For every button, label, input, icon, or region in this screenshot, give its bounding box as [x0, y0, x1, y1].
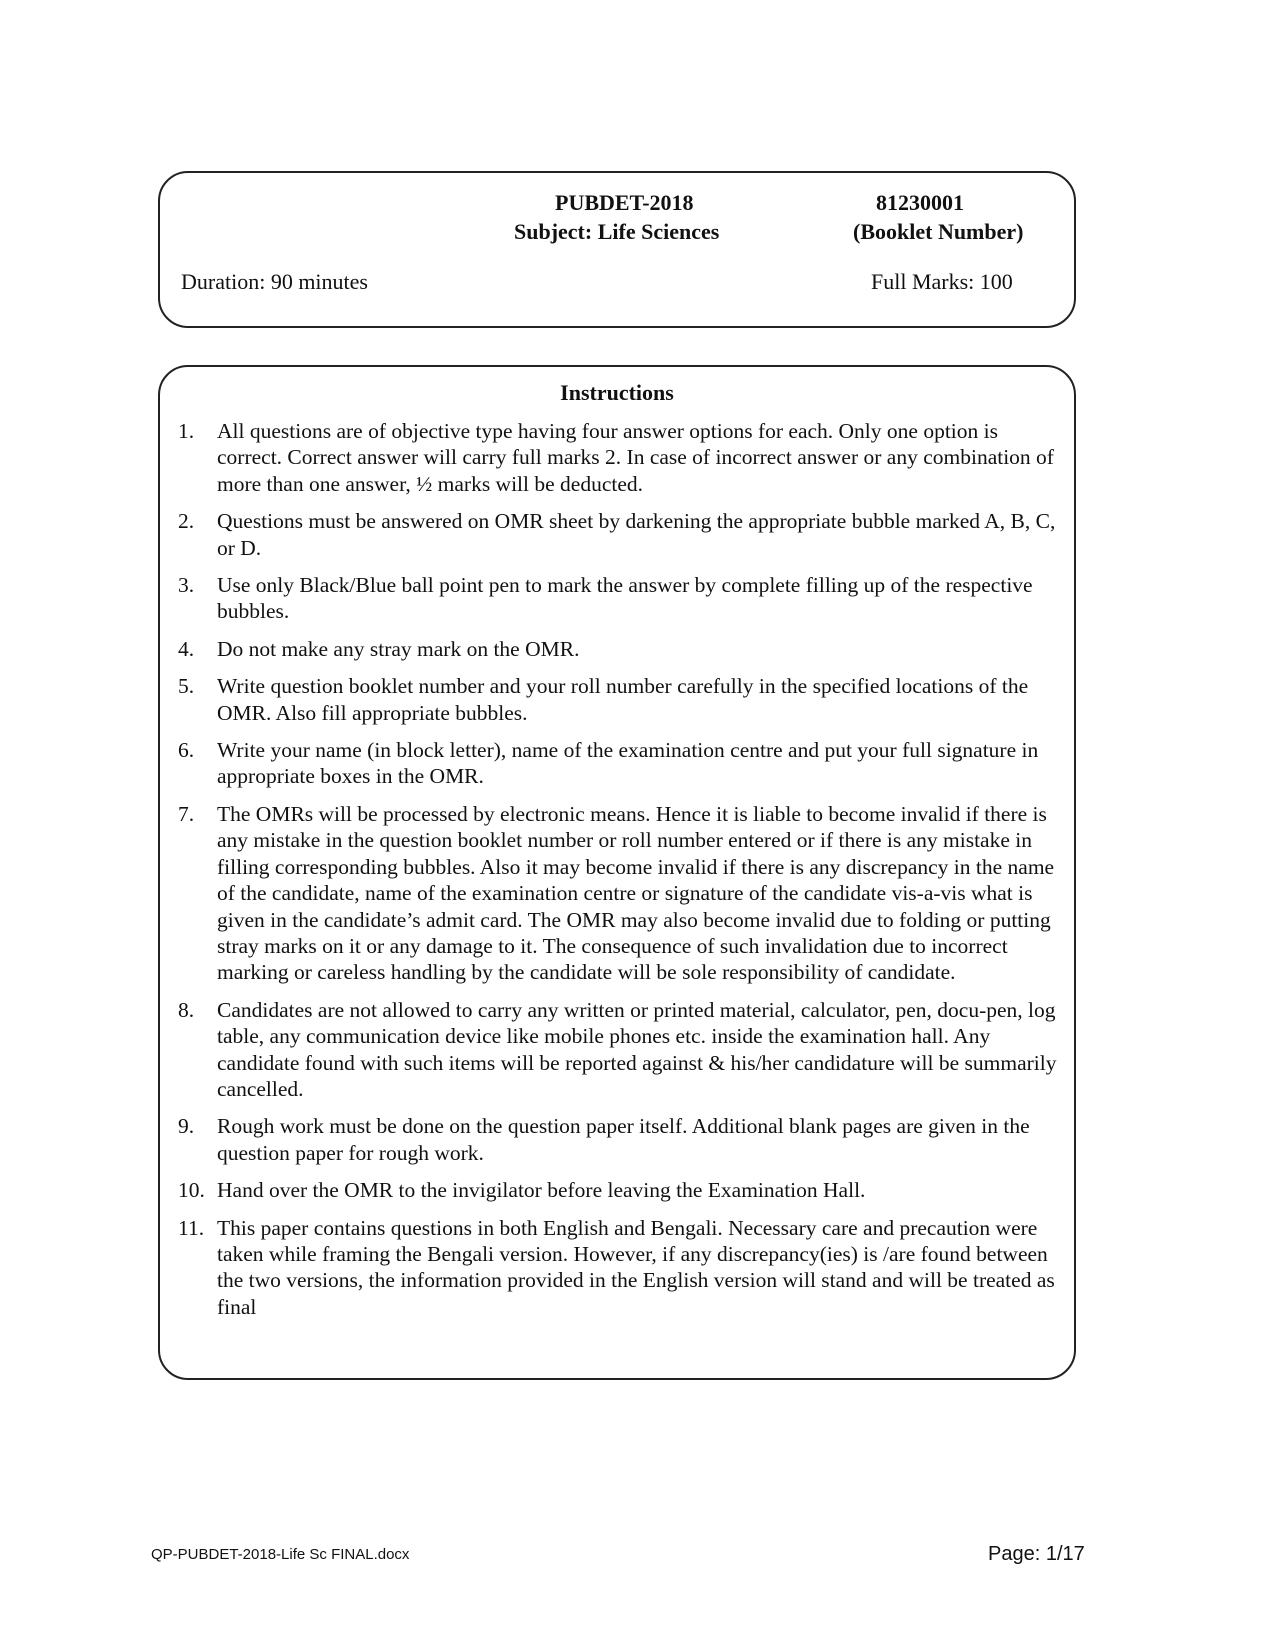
- instruction-number: 10.: [178, 1178, 205, 1203]
- full-marks: Full Marks: 100: [871, 269, 1013, 294]
- footer-page-number: Page: 1/17: [988, 1543, 1085, 1565]
- instruction-item: [178, 636, 1058, 662]
- instruction-item: [178, 997, 1058, 1103]
- instruction-text: Rough work must be done on the question paper itself. Additional blank pages are given in the question paper for rough work.: [217, 1114, 1030, 1165]
- instruction-item: [178, 508, 1058, 561]
- instruction-number: 5.: [178, 674, 195, 699]
- instruction-item: [178, 1177, 1058, 1203]
- instruction-item: [178, 801, 1058, 986]
- instruction-text: This paper contains questions in both English and Bengali. Necessary care and precaution were taken while framing the Bengali version. However, if any discrepancy(ies) is /are found between the two versions, the information provided in the English version will stand and will be treated as final: [217, 1215, 1055, 1319]
- instructions-heading: Instructions: [560, 380, 674, 405]
- instruction-number: 11.: [178, 1215, 205, 1240]
- instruction-text: Do not make any stray mark on the OMR.: [217, 636, 580, 661]
- instruction-text: Write your name (in block letter), name of the examination centre and put your full signature in appropriate boxes in the OMR.: [217, 738, 1039, 789]
- instruction-item: [178, 418, 1058, 497]
- instruction-number: 7.: [178, 801, 195, 826]
- instruction-item: [178, 673, 1058, 726]
- instruction-number: 8.: [178, 997, 195, 1022]
- instruction-number: 2.: [178, 509, 195, 534]
- booklet-number-label: (Booklet Number): [853, 219, 1024, 244]
- duration: Duration: 90 minutes: [181, 269, 368, 294]
- instruction-number: 3.: [178, 573, 195, 598]
- instruction-item: [178, 572, 1058, 625]
- exam-title: PUBDET-2018: [555, 190, 694, 215]
- instruction-item: [178, 737, 1058, 790]
- instruction-text: The OMRs will be processed by electronic means. Hence it is liable to become invalid if there is any mistake in the question booklet number or roll number entered or if there is any mistake in filling corresponding bubbles. Also it may become invalid if there is any discrepancy in the name of the candidate, name of the examination centre or signature of the candidate vis-a-vis what is given in the candidate’s admit card. The OMR may also become invalid due to folding or putting stray marks on it or any damage to it. The consequence of such invalidation due to incorrect marking or careless handling by the candidate will be sole responsibility of candidate.: [217, 801, 1055, 985]
- instruction-number: 9.: [178, 1114, 195, 1139]
- instruction-text: Write question booklet number and your roll number carefully in the specified locations of the OMR. Also fill appropriate bubbles.: [217, 674, 1029, 725]
- instruction-item: [178, 1215, 1058, 1321]
- subject-title: Subject: Life Sciences: [514, 219, 720, 244]
- instruction-text: Use only Black/Blue ball point pen to mark the answer by complete filling up of the respective bubbles.: [217, 573, 1033, 624]
- instruction-list: [178, 418, 1058, 1331]
- booklet-number: 81230001: [876, 190, 964, 215]
- instruction-item: [178, 1113, 1058, 1166]
- instruction-number: 6.: [178, 738, 195, 763]
- instruction-text: Questions must be answered on OMR sheet by darkening the appropriate bubble marked A, B, C, or D.: [217, 509, 1056, 560]
- instruction-number: 1.: [178, 419, 195, 443]
- footer-file-name: QP-PUBDET-2018-Life Sc FINAL.docx: [151, 1546, 410, 1563]
- instruction-number: 4.: [178, 636, 195, 661]
- instruction-text: All questions are of objective type having four answer options for each. Only one option is correct. Correct answer will carry full marks 2. In case of incorrect answer or any combination of more than one answer, ½ marks will be deducted.: [217, 419, 1054, 496]
- instruction-text: Candidates are not allowed to carry any written or printed material, calculator, pen, docu-pen, log table, any communication device like mobile phones etc. inside the examination hall. Any candidate found with such items will be reported against & his/her candidature will be summarily cancelled.: [217, 997, 1057, 1101]
- instruction-text: Hand over the OMR to the invigilator before leaving the Examination Hall.: [217, 1178, 866, 1203]
